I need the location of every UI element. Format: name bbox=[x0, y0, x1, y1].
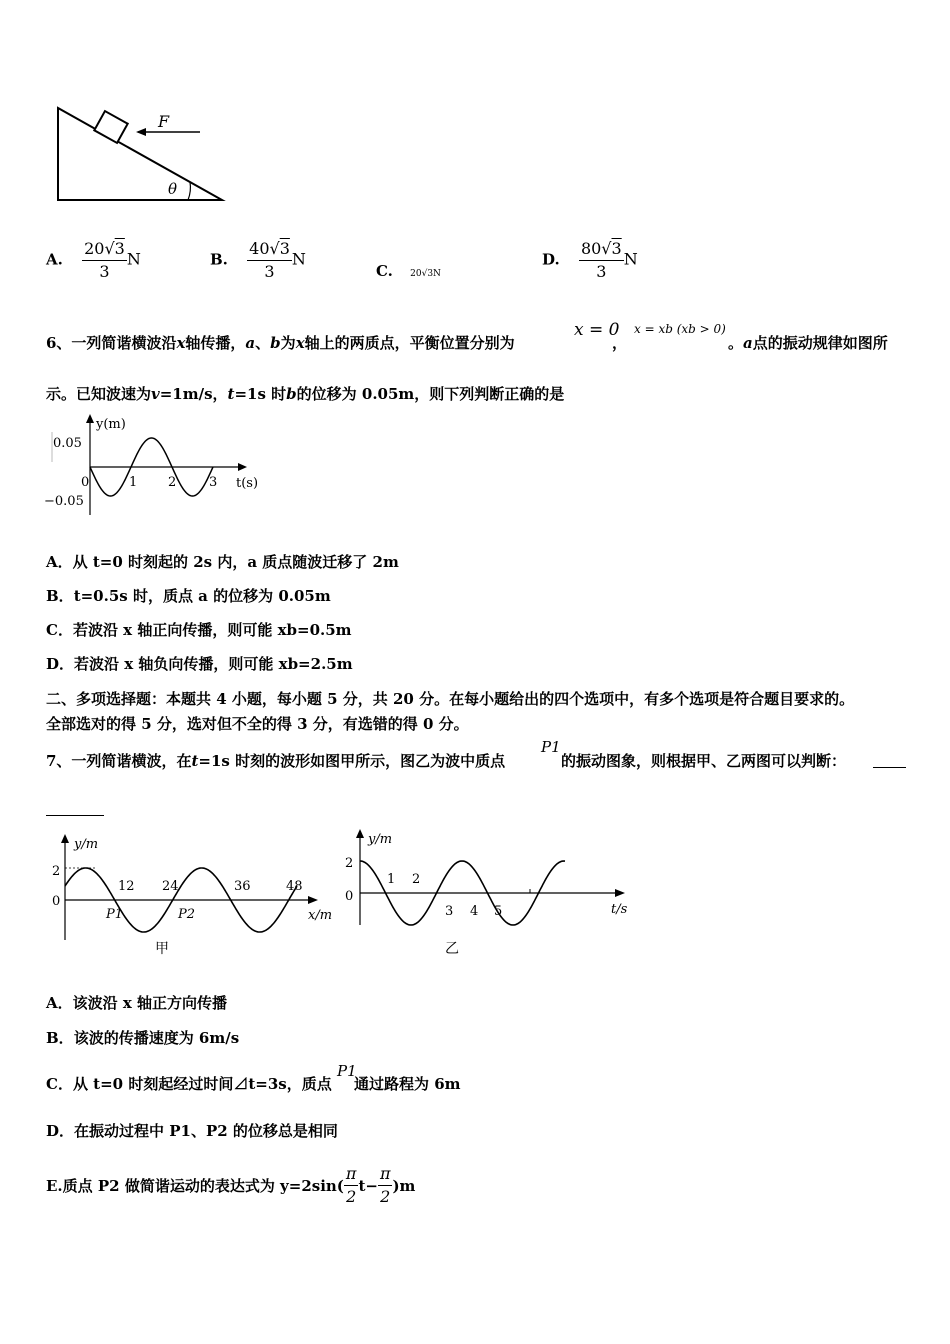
t-axis-arrow bbox=[238, 463, 247, 471]
q7-option-a: A．该波沿 x 轴正方向传播 bbox=[46, 994, 228, 1012]
point-p1: P1 bbox=[106, 907, 124, 922]
t-tick-2: 2 bbox=[412, 872, 421, 887]
y-axis-arrow bbox=[61, 834, 69, 843]
q6-option-c: C．若波沿 x 轴正向传播，则可能 xb=0.5m bbox=[46, 621, 352, 639]
y-axis-label: y(m) bbox=[96, 417, 126, 432]
y-axis-arrow bbox=[86, 414, 94, 423]
y-axis-arrow bbox=[356, 829, 364, 838]
force-arrowhead bbox=[136, 128, 146, 136]
t-tick-1: 1 bbox=[129, 475, 138, 490]
y-tick-pos: 0.05 bbox=[53, 436, 82, 451]
x-tick-36: 36 bbox=[234, 879, 251, 894]
angle-label: θ bbox=[168, 180, 178, 198]
incline-block bbox=[94, 111, 127, 143]
incline-triangle bbox=[58, 108, 222, 200]
x-tick-24: 24 bbox=[162, 879, 179, 894]
q7-graph-yi bbox=[335, 825, 635, 960]
option-letter: D. bbox=[542, 250, 560, 269]
q6-option-b: B．t=0.5s 时，质点 a 的位移为 0.05m bbox=[46, 587, 331, 605]
fraction: $\frac{\pi}{2}$ bbox=[345, 1164, 357, 1206]
y-tick-neg: −0.05 bbox=[44, 494, 84, 509]
x-label: x/m bbox=[308, 908, 333, 923]
x-axis-arrow bbox=[308, 896, 318, 904]
t-axis-arrow bbox=[615, 889, 625, 897]
t-tick-4: 4 bbox=[470, 904, 479, 919]
x-tick-48: 48 bbox=[286, 879, 303, 894]
fraction: $\frac{\pi}{2}$ bbox=[379, 1164, 391, 1206]
q7-option-c-p1: P1 bbox=[337, 1062, 357, 1080]
t-tick-3: 3 bbox=[209, 475, 218, 490]
t-tick-2: 2 bbox=[168, 475, 177, 490]
q7-option-e: E. 质点 P2 做简谐运动的表达式为 y=2sin( $\frac{\pi}{2}$ t− $\frac{\pi}{2}$ )m bbox=[46, 1164, 416, 1206]
answer-blank-1 bbox=[873, 767, 906, 768]
origin-label: 0 bbox=[81, 475, 90, 490]
y-tick-2: 2 bbox=[345, 856, 354, 871]
q7-option-c-end: 通过路程为 6m bbox=[354, 1075, 461, 1093]
option-letter: B. bbox=[210, 250, 228, 269]
y-label: y/m bbox=[368, 832, 393, 847]
q5-option-c bbox=[376, 262, 441, 280]
q6-stem-line1-end: 。a点的振动规律如图所 bbox=[728, 334, 888, 352]
q6-comma: ， bbox=[612, 334, 628, 352]
angle-arc bbox=[188, 182, 190, 200]
section2-line2: 全部选对的得 5 分，选对但不全的得 3 分，有选错的得 0 分。 bbox=[46, 715, 469, 733]
q6-eq1: x = 0 bbox=[574, 320, 620, 340]
q6-option-a: A．从 t=0 时刻起的 2s 内，a 质点随波迁移了 2m bbox=[46, 553, 399, 571]
answer-blank-2 bbox=[46, 815, 104, 816]
fraction: $\frac{40√3}{3}$ bbox=[249, 239, 290, 281]
caption-jia: 甲 bbox=[155, 941, 169, 957]
y-tick-0: 0 bbox=[52, 894, 61, 909]
q7-option-c: C．从 t=0 时刻起经过时间⊿t=3s，质点 bbox=[46, 1075, 332, 1093]
section2-line1: 二、多项选择题：本题共 4 小题，每小题 5 分，共 20 分。在每小题给出的四个选项中，有多个选项是符合题目要求的。 bbox=[46, 690, 855, 708]
y-tick-0: 0 bbox=[345, 889, 354, 904]
q7-stem: 7、一列简谐横波，在t=1s 时刻的波形如图甲所示，图乙为波中质点 bbox=[46, 752, 506, 770]
q7-p1-symbol: P1 bbox=[541, 738, 561, 756]
t-tick-3: 3 bbox=[445, 904, 454, 919]
q5-option-a: A. $\frac{20√3}{3}$ N bbox=[46, 239, 141, 281]
caption-yi: 乙 bbox=[445, 941, 459, 957]
q7-stem-end: 的振动图象，则根据甲、乙两图可以判断： bbox=[561, 752, 847, 770]
q6-vibration-graph bbox=[40, 410, 270, 525]
q6-stem-line1: 6、一列简谐横波沿x轴传播，a、b为x轴上的两质点，平衡位置分别为 bbox=[46, 334, 515, 352]
t-tick-5: 5 bbox=[494, 904, 503, 919]
option-letter: C. bbox=[376, 262, 393, 280]
y-tick-2: 2 bbox=[52, 864, 61, 879]
t-tick-1: 1 bbox=[387, 872, 396, 887]
option-letter: A. bbox=[46, 250, 63, 269]
option-c-value: 20√3N bbox=[410, 269, 441, 279]
force-label: F bbox=[158, 112, 170, 131]
q6-option-d: D．若波沿 x 轴负向传播，则可能 xb=2.5m bbox=[46, 655, 353, 673]
x-tick-12: 12 bbox=[118, 879, 135, 894]
q7-option-b: B．该波的传播速度为 6m/s bbox=[46, 1029, 240, 1047]
incline-diagram bbox=[50, 100, 250, 210]
t-label: t/s bbox=[611, 902, 628, 917]
fraction: $\frac{80√3}{3}$ bbox=[580, 239, 622, 281]
t-axis-label: t(s) bbox=[236, 476, 259, 491]
q7-option-d: D．在振动过程中 P1、P2 的位移总是相同 bbox=[46, 1122, 338, 1140]
y-label: y/m bbox=[74, 837, 99, 852]
point-p2: P2 bbox=[178, 907, 196, 922]
q7-graph-jia bbox=[40, 830, 340, 965]
q6-stem-line2: 示。已知波速为v=1m/s，t=1s 时b的位移为 0.05m，则下列判断正确的是 bbox=[46, 385, 565, 403]
q6-eq2: x = xb (xb > 0) bbox=[634, 322, 726, 336]
fraction: $\frac{20√3}{3}$ bbox=[84, 239, 125, 281]
q5-option-b: B. $\frac{40√3}{3}$ N bbox=[210, 239, 306, 281]
q5-option-d: D. $\frac{80√3}{3}$ N bbox=[542, 239, 638, 281]
